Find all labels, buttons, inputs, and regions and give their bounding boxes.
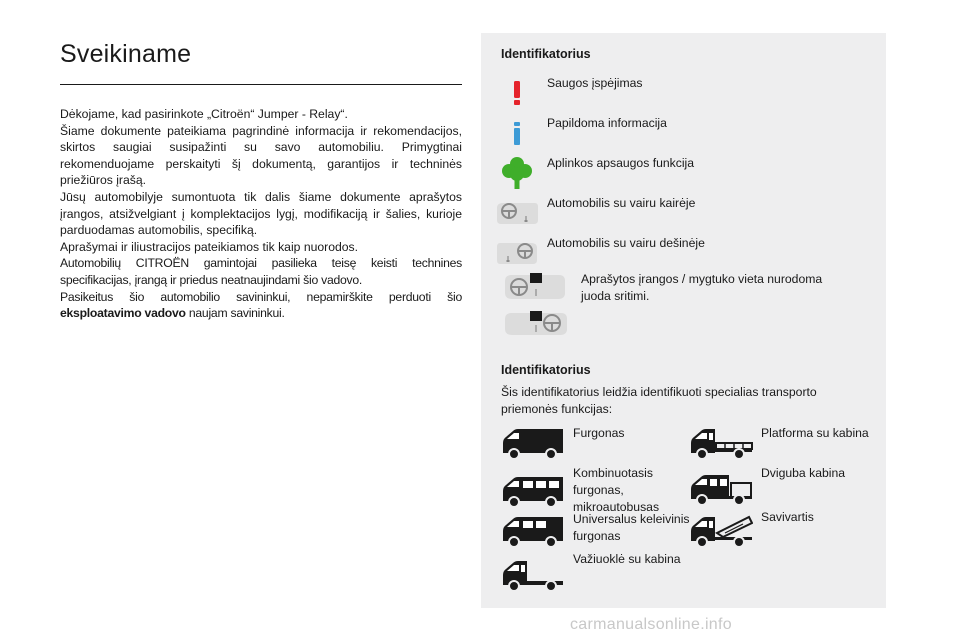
intro-text (60, 106, 462, 322)
owner-text-before: Pasikeitus šio automobilio savininkui, nepamirškite perduoti šio (60, 289, 462, 304)
title-divider (60, 84, 462, 85)
legend-row-warning (481, 73, 886, 113)
tree-icon (495, 153, 539, 193)
vehicles-description: Šis identifikatorius leidžia identifikuoti specialias transporto priemonės funkcijas: (501, 385, 817, 416)
info-icon (495, 113, 539, 153)
intro-paragraph: Automobilių CITROËN gamintojai pasilieka teisę keisti technines specifikacijas, įrangą ir priedus neatnaujindami šio vadovo. (60, 256, 462, 287)
legend-label: Aplinkos apsaugos funkcija (547, 156, 695, 170)
intro-paragraph: Šiame dokumente pateikiama pagrindinė informacija ir rekomendacijos, skirtos saugiai susipažinti su savo automobiliu. Primygtinai rekomenduojame perskaityti šį dokumentą, garantijos ir techninės priežiūros įrašą. (60, 123, 462, 188)
control-location-icon (503, 269, 573, 339)
chassis-cab-icon (501, 557, 565, 593)
legend-label: Automobilis su vairu dešinėje (547, 236, 705, 250)
legend-row-info (481, 113, 886, 153)
page-title: Sveikiname (60, 40, 192, 68)
crew-van-icon (501, 513, 565, 549)
legend-row-eco (481, 153, 886, 193)
platform-cab-icon (689, 425, 753, 461)
vehicle-label: Važiuoklė su kabina (573, 552, 681, 566)
vehicle-label: Kombinuotasis furgonas, mikroautobusas (573, 466, 660, 514)
steering-right-icon (495, 233, 539, 273)
combi-van-icon (501, 473, 565, 509)
legend-label: Saugos įspėjimas (547, 76, 643, 90)
intro-paragraph: Aprašymai ir iliustracijos pateikiamos tik kaip nuorodos. (60, 239, 359, 254)
vehicle-label: Universalus keleivinis furgonas (573, 512, 690, 543)
intro-column (60, 40, 462, 322)
double-cab-icon (689, 471, 753, 507)
legend-row-rhd (481, 233, 886, 273)
intro-paragraph: Dėkojame, kad pasirinkote „Citroën“ Jumper - Relay“. (60, 107, 348, 121)
legend-label: Aprašytos įrangos / mygtuko vieta nurodoma juoda sritimi. (581, 272, 823, 303)
legend-row-lhd (481, 193, 886, 233)
vehicle-label: Platforma su kabina (761, 426, 869, 440)
vehicle-label: Dviguba kabina (761, 466, 846, 480)
owner-text-bold: eksploatavimo vadovo (60, 306, 186, 321)
steering-left-icon (495, 193, 539, 233)
legend-label: Papildoma informacija (547, 116, 667, 130)
tipper-icon (689, 513, 753, 549)
legend-panel (481, 33, 886, 608)
vehicles-title: Identifikatorius (501, 363, 591, 377)
vehicle-label: Savivartis (761, 510, 814, 524)
intro-paragraph-owner (60, 289, 462, 322)
exclamation-icon (495, 73, 539, 113)
owner-text-after: naujam savininkui. (185, 306, 285, 321)
legend-label: Automobilis su vairu kairėje (547, 196, 696, 210)
intro-paragraph: Jūsų automobilyje sumontuota tik dalis šiame dokumente aprašytos įrangos, atsižvelgiant į komplektacijos lygį, modifikaciją ir šalies, kurioje parduodamas automobilis, specifiką. (60, 189, 462, 238)
vehicle-label: Furgonas (573, 426, 625, 440)
legend-row-location (481, 269, 886, 339)
legend-title: Identifikatorius (501, 47, 591, 61)
van-icon (501, 425, 565, 461)
watermark: carmanualsonline.info (570, 616, 732, 633)
